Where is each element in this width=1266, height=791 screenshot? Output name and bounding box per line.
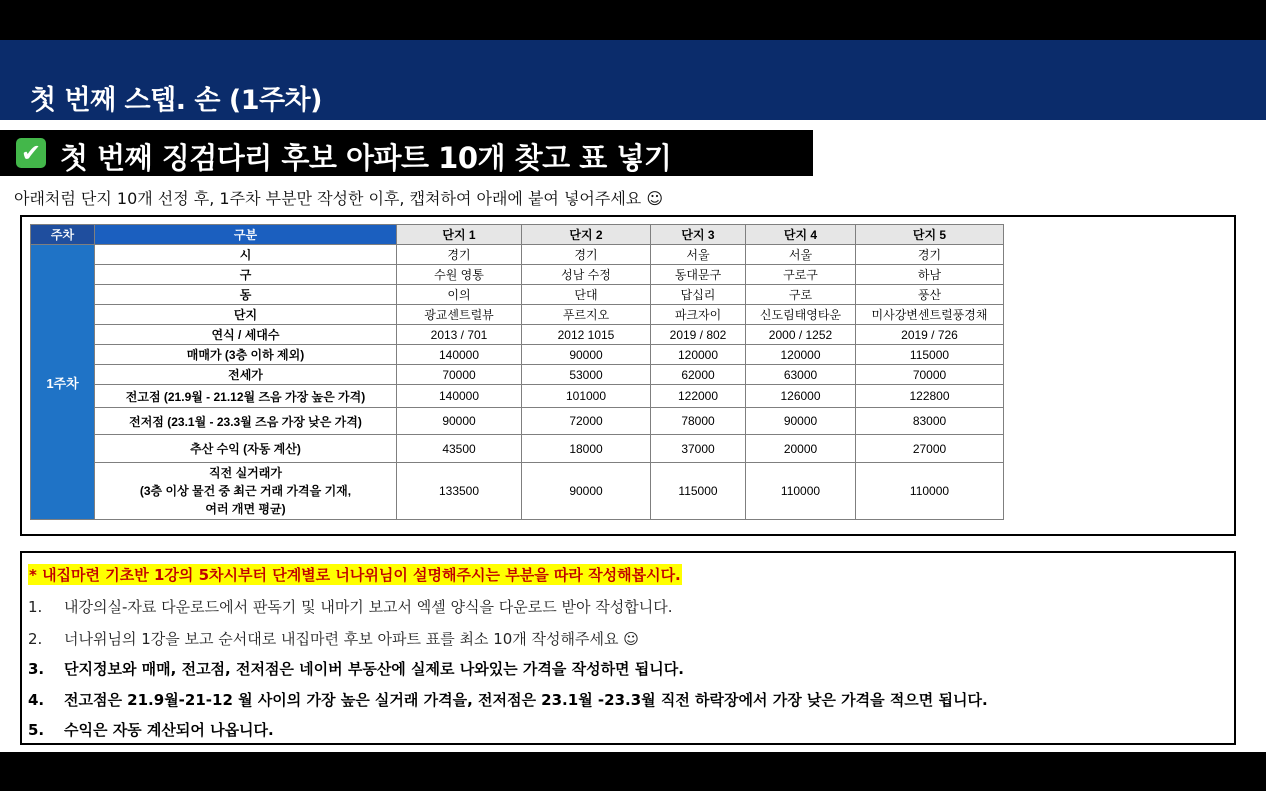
table-row (31, 463, 1004, 520)
header-week: 주차 (31, 225, 95, 245)
note-text: 단지정보와 매매, 전고점, 전저점은 네이버 부동산에 실제로 나와있는 가격을 작성하면 됩니다. (64, 660, 684, 678)
header-complex: 단지 2 (522, 225, 651, 245)
table-cell: 경기 (522, 245, 651, 265)
table-cell: 115000 (856, 345, 1004, 365)
table-cell: 90000 (522, 345, 651, 365)
note-item (28, 596, 673, 617)
table-cell: 101000 (522, 385, 651, 408)
table-cell: 서울 (651, 245, 746, 265)
table-cell: 구로 (746, 285, 856, 305)
apartment-table (30, 224, 1004, 520)
table-frame (20, 215, 1236, 536)
table-cell: 신도림태영타운 (746, 305, 856, 325)
table-cell: 140000 (397, 385, 522, 408)
table-cell: 90000 (522, 463, 651, 520)
instruction-text: 아래처럼 단지 10개 선정 후, 1주차 부분만 작성한 이후, 캡쳐하여 아래에 붙여 넣어주세요 ☺ (14, 189, 664, 208)
table-cell: 122800 (856, 385, 1004, 408)
note-text: 내강의실-자료 다운로드에서 판독기 및 내마기 보고서 엑셀 양식을 다운로드 받아 작성합니다. (64, 598, 673, 616)
row-label: 전고점 (21.9월 - 21.12월 즈음 가장 높은 가격) (95, 385, 397, 408)
header-complex: 단지 4 (746, 225, 856, 245)
table-cell: 83000 (856, 408, 1004, 435)
table-header-row (31, 225, 1004, 245)
table-cell: 115000 (651, 463, 746, 520)
table-cell: 20000 (746, 435, 856, 463)
row-label-line: 직전 실거래가 (209, 466, 282, 480)
table-cell: 27000 (856, 435, 1004, 463)
note-item (28, 719, 274, 740)
header-complex: 단지 5 (856, 225, 1004, 245)
row-label: 전저점 (23.1월 - 23.3월 즈음 가장 낮은 가격) (95, 408, 397, 435)
table-cell: 파크자이 (651, 305, 746, 325)
note-item (28, 628, 639, 649)
note-text: 전고점은 21.9월-21-12 월 사이의 가장 높은 실거래 가격을, 전저점은 23.1월 -23.3월 직전 하락장에서 가장 낮은 가격을 적으면 됩니다. (64, 691, 988, 709)
header-complex: 단지 1 (397, 225, 522, 245)
table-cell: 경기 (856, 245, 1004, 265)
table-cell: 미사강변센트럴풍경채 (856, 305, 1004, 325)
row-label-line: (3층 이상 물건 중 최근 거래 가격을 기재, (139, 484, 352, 498)
table-row (31, 245, 1004, 265)
table-cell: 43500 (397, 435, 522, 463)
table-cell: 동대문구 (651, 265, 746, 285)
table-cell: 구로구 (746, 265, 856, 285)
note-text: 수익은 자동 계산되어 나옵니다. (64, 721, 274, 739)
table-cell: 78000 (651, 408, 746, 435)
section-bar (0, 130, 813, 176)
table-row (31, 365, 1004, 385)
table-row (31, 435, 1004, 463)
table-row (31, 265, 1004, 285)
table-cell: 90000 (746, 408, 856, 435)
table-cell: 126000 (746, 385, 856, 408)
table-cell: 이의 (397, 285, 522, 305)
table-cell: 2012 1015 (522, 325, 651, 345)
table-cell: 120000 (651, 345, 746, 365)
note-number: 2. (28, 630, 43, 648)
row-label: 단지 (95, 305, 397, 325)
row-label: 연식 / 세대수 (95, 325, 397, 345)
table-row (31, 305, 1004, 325)
table-cell: 122000 (651, 385, 746, 408)
table-cell: 70000 (397, 365, 522, 385)
row-label: 시 (95, 245, 397, 265)
row-label: 구 (95, 265, 397, 285)
note-text: 너나위님의 1강을 보고 순서대로 내집마련 후보 아파트 표를 최소 10개 작성해주세요 ☺ (64, 630, 639, 648)
table-cell: 53000 (522, 365, 651, 385)
row-label: 매매가 (3층 이하 제외) (95, 345, 397, 365)
table-cell: 경기 (397, 245, 522, 265)
table-cell: 140000 (397, 345, 522, 365)
table-cell: 답십리 (651, 285, 746, 305)
section-title: 첫 번째 징검다리 후보 아파트 10개 찾고 표 넣기 (60, 141, 672, 175)
header-category: 구분 (95, 225, 397, 245)
table-cell: 110000 (856, 463, 1004, 520)
table-cell: 단대 (522, 285, 651, 305)
check-icon: ✔ (16, 138, 46, 168)
note-item (28, 689, 988, 710)
table-cell: 푸르지오 (522, 305, 651, 325)
table-cell: 2013 / 701 (397, 325, 522, 345)
row-label: 추산 수익 (자동 계산) (95, 435, 397, 463)
table-cell: 풍산 (856, 285, 1004, 305)
table-cell: 광교센트럴뷰 (397, 305, 522, 325)
table-cell: 수원 영통 (397, 265, 522, 285)
row-label-line: 여러 개면 평균) (205, 502, 286, 516)
slide-title: 첫 번째 스텝. 손 (1주차) (30, 85, 322, 116)
table-cell: 2019 / 802 (651, 325, 746, 345)
table-cell: 18000 (522, 435, 651, 463)
note-number: 4. (28, 691, 45, 709)
table-cell: 120000 (746, 345, 856, 365)
notes-box (20, 551, 1236, 745)
table-cell: 72000 (522, 408, 651, 435)
row-label: 동 (95, 285, 397, 305)
note-number: 1. (28, 598, 43, 616)
table-row (31, 408, 1004, 435)
table-cell: 성남 수정 (522, 265, 651, 285)
header-complex: 단지 3 (651, 225, 746, 245)
note-item (28, 658, 684, 679)
table-cell: 2019 / 726 (856, 325, 1004, 345)
note-number: 3. (28, 660, 45, 678)
row-label (95, 463, 397, 520)
table-cell: 90000 (397, 408, 522, 435)
table-cell: 133500 (397, 463, 522, 520)
title-bar (0, 40, 1266, 120)
table-cell: 110000 (746, 463, 856, 520)
table-row (31, 285, 1004, 305)
table-cell: 2000 / 1252 (746, 325, 856, 345)
table-row (31, 345, 1004, 365)
table-cell: 37000 (651, 435, 746, 463)
table-cell: 하남 (856, 265, 1004, 285)
table-cell: 서울 (746, 245, 856, 265)
table-cell: 70000 (856, 365, 1004, 385)
table-row (31, 385, 1004, 408)
week-cell: 1주차 (31, 245, 95, 520)
row-label: 전세가 (95, 365, 397, 385)
table-cell: 62000 (651, 365, 746, 385)
slide (0, 40, 1266, 752)
notes-headline: * 내집마련 기초반 1강의 5차시부터 단계별로 너나위님이 설명해주시는 부분을 따라 작성해봅시다. (29, 566, 681, 584)
table-row (31, 325, 1004, 345)
note-number: 5. (28, 721, 45, 739)
table-cell: 63000 (746, 365, 856, 385)
